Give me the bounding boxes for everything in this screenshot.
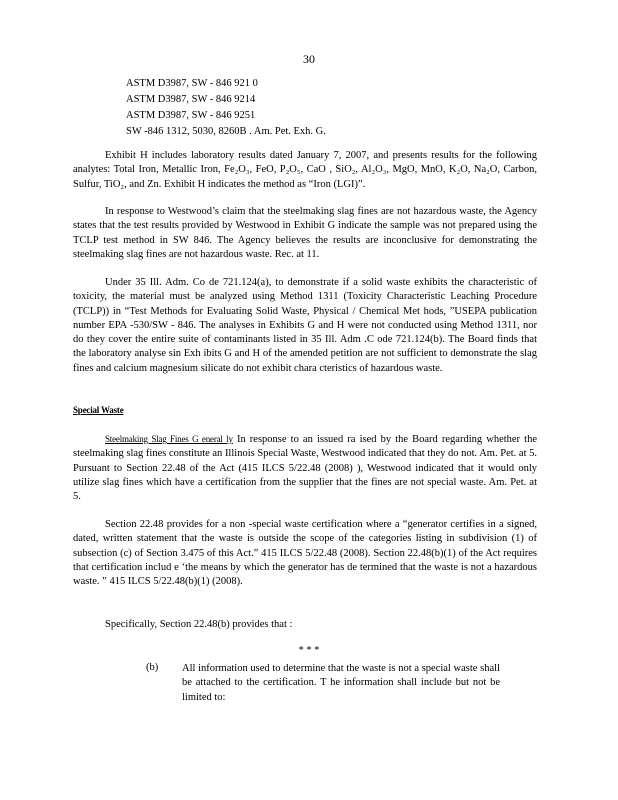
paragraph-section-22-48: Section 22.48 provides for a non -special waste certification where a “generator certifies in a signed, dated, written statement that the waste is outside the scope of the categories listing in subdivision (1) of subsection (c) of Section 3.475 of this Act.” 415 ILCS 5/22.48 (2008). Section 22.48(b)(1) of the Act requires that certification includ e ‘the means by which the generator has de termined that the waste is not a hazardous waste. ” 415 ILCS 5/22.48(b)(1) (2008). [73,519,537,588]
paragraph-specifically: Specifically, Section 22.48(b) provides that : [105,619,293,630]
list-item-text: ASTM D3987, SW - 846 921 0 [126,78,258,89]
paragraph-steelmaking-text: In response to an issued ra ised by the Board regarding whether the steelmaking slag fines constitute an Illinois Special Waste, Westwood indicated that they do not. Am. Pet. at 5. Pursuant to Section 22.48 of the Act (415 ILCS 5/22.48 (2008) ), Westwood indicated that it would only utilize slag fines which have a certification from the supplier that the fines are not special waste. Am. Pet. at 5. [73,434,537,503]
list-item-text: ASTM D3987, SW - 846 9251 [126,110,256,121]
test-method-list [110,76,326,140]
paragraph-agency-response: In response to Westwood’s claim that the steelmaking slag fines are not hazardous waste, the Agency states that the test results provided by Westwood in Exhibit G indicate the sample was not prepared using the TCLP test method in SW 846. The Agency believes the results are inconclusive for demonstrating the steelmaking slag fines are not hazardous waste. Rec. at 11. [73,206,537,260]
list-item [110,108,326,124]
paragraph-steelmaking-slag [73,432,537,504]
subheading-steelmaking-slag-fines: Steelmaking Slag Fines G eneral ly [105,434,233,444]
block-quote: All information used to determine that the waste is not a special waste shall be attached to the certification. T he information shall include but not be limited to: [182,663,500,703]
list-item [110,92,326,108]
paragraph-exhibit-h: Exhibit H includes laboratory results dated January 7, 2007, and presents results for the following analytes: Total Iron, Metallic Iron, Fe₂O₃, FeO, P₂O₅, CaO , SiO₂, Al₂O₃, MgO, MnO, K₂O, Na₂O, Carbon, Sulfur, TiO₂, and Zn. Exhibit H indicates the method as “Iron (LGI)”. [73,150,537,190]
list-item [110,76,326,92]
paragraph-tclp-analysis: Under 35 Ill. Adm. Co de 721.124(a), to demonstrate if a solid waste exhibits the characteristic of toxicity, the material must be analyzed using Method 1311 (Toxicity Characteristic Leaching Procedure (TCLP)) in “Test Methods for Evaluating Solid Waste, Physical / Chemical Met hods, ”USEPA publication number EPA -530/SW - 846. The analyses in Exhibits G and H were not conducted using Method 1311, nor do they cover the entire suite of contaminants listed in 35 Ill. Adm .C ode 721.124(b). The Board finds that the laboratory analyse sin Exh ibits G and H of the amended petition are not sufficient to demonstrate the slag fines and calcium magnesium silicate do not exhibit chara cteristics of hazardous waste. [73,277,537,374]
ellipsis-stars: * * * [298,645,320,656]
list-item [110,124,326,140]
section-heading-special-waste: Special Waste [73,405,124,415]
page-number: 30 [303,52,315,66]
list-item-text: SW -846 1312, 5030, 8260B . Am. Pet. Exh. G. [126,126,326,137]
quote-subsection-label: (b) [146,662,159,673]
list-item-text: ASTM D3987, SW - 846 9214 [126,94,256,105]
